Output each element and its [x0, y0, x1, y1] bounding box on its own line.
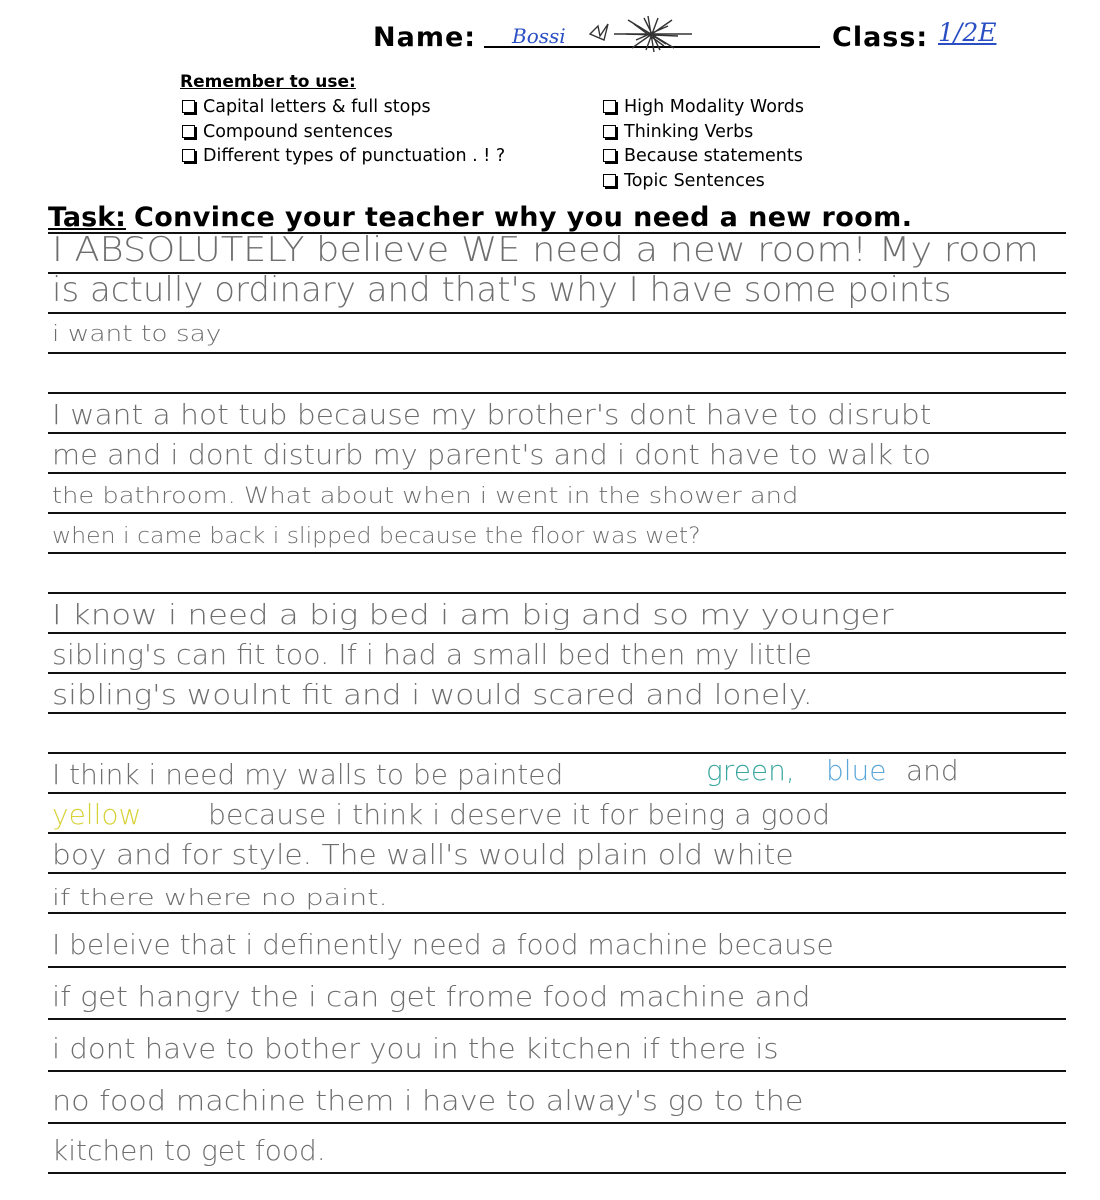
class-label: Class:	[832, 22, 929, 53]
handwriting-line: I want a hot tub because my brother's dont have to disrubt	[52, 398, 932, 431]
handwriting-line: if get hangry the i can get frome food machine and	[52, 980, 811, 1013]
checkbox-icon	[182, 100, 195, 113]
checklist-item	[603, 95, 804, 120]
handwriting-line: because i think i deserve it for being a good	[208, 798, 831, 831]
task-prompt	[48, 202, 912, 233]
reminder-title: Remember to use:	[180, 72, 356, 92]
ruled-line	[48, 872, 1066, 874]
handwriting-line: I ABSOLUTELY believe WE need a new room! My room	[52, 230, 1039, 270]
checklist-left	[182, 95, 505, 169]
ruled-line	[48, 592, 1066, 594]
handwriting-line: me and i dont disturb my parent's and i dont have to walk to	[52, 438, 932, 471]
checkbox-icon	[603, 149, 616, 162]
ruled-line	[48, 1122, 1066, 1124]
ruled-line	[48, 832, 1066, 834]
task-text: Convince your teacher why you need a new room.	[133, 202, 913, 233]
name-scribble	[588, 14, 698, 54]
checklist-item	[603, 144, 804, 169]
name-value: Bossi	[512, 24, 566, 48]
ruled-line	[48, 1018, 1066, 1020]
ruled-line	[48, 912, 1066, 914]
checklist-item	[182, 95, 505, 120]
checklist-item	[603, 120, 804, 145]
ruled-line	[48, 1172, 1066, 1174]
ruled-line	[48, 712, 1066, 714]
handwriting-word-and: and	[906, 754, 959, 787]
ruled-line	[48, 672, 1066, 674]
handwriting-word-yellow: yellow	[52, 798, 142, 831]
checklist-item	[603, 169, 804, 194]
checklist-item	[182, 120, 505, 145]
handwriting-line: I know i need a big bed i am big and so my younger	[52, 598, 894, 631]
checklist-right	[603, 95, 804, 193]
class-value: 1/2E	[938, 18, 997, 47]
checklist-item-label: Capital letters & full stops	[203, 97, 431, 117]
checkbox-icon	[182, 125, 195, 138]
checklist-item-label: Because statements	[624, 146, 803, 166]
handwriting-line: is actully ordinary and that's why I have some points	[52, 270, 952, 310]
ruled-line	[48, 392, 1066, 394]
checklist-item-label: Different types of punctuation . ! ?	[203, 146, 506, 166]
handwriting-line: when i came back i slipped because the floor was wet?	[52, 524, 701, 549]
checklist-item	[182, 144, 505, 169]
ruled-line	[48, 966, 1066, 968]
handwriting-word-blue: blue	[826, 754, 887, 787]
handwriting-line: i want to say	[52, 322, 222, 347]
handwriting-line: I beleive that i definently need a food machine because	[52, 928, 834, 961]
ruled-line	[48, 552, 1066, 554]
checklist-item-label: High Modality Words	[624, 97, 805, 117]
checklist-item-label: Compound sentences	[203, 121, 393, 142]
handwriting-line: I think i need my walls to be painted	[52, 758, 564, 791]
ruled-line	[48, 792, 1066, 794]
handwriting-line: i dont have to bother you in the kitchen if there is	[52, 1032, 779, 1065]
checkbox-icon	[182, 149, 195, 162]
checklist-item-label: Topic Sentences	[624, 170, 765, 191]
ruled-line	[48, 352, 1066, 354]
ruled-line	[48, 312, 1066, 314]
checkbox-icon	[603, 100, 616, 113]
handwriting-line: boy and for style. The wall's would plain old white	[52, 838, 794, 871]
task-label: Task:	[48, 202, 126, 233]
ruled-line	[48, 432, 1066, 434]
ruled-line	[48, 632, 1066, 634]
checkbox-icon	[603, 174, 616, 187]
handwriting-line: if there where no paint.	[52, 886, 388, 911]
handwriting-line: kitchen to get food.	[52, 1134, 326, 1167]
name-label: Name:	[373, 22, 477, 53]
handwriting-line: the bathroom. What about when i went in the shower and	[52, 484, 799, 509]
handwriting-line: sibling's woulnt fit and i would scared and lonely.	[52, 678, 813, 711]
ruled-line	[48, 512, 1066, 514]
handwriting-word-green: green,	[706, 754, 795, 787]
ruled-line	[48, 472, 1066, 474]
checkbox-icon	[603, 125, 616, 138]
handwriting-line: no food machine them i have to alway's go to the	[52, 1084, 804, 1117]
handwriting-line: sibling's can fit too. If i had a small bed then my little	[52, 638, 812, 671]
checklist-item-label: Thinking Verbs	[624, 121, 754, 142]
ruled-line	[48, 1070, 1066, 1072]
